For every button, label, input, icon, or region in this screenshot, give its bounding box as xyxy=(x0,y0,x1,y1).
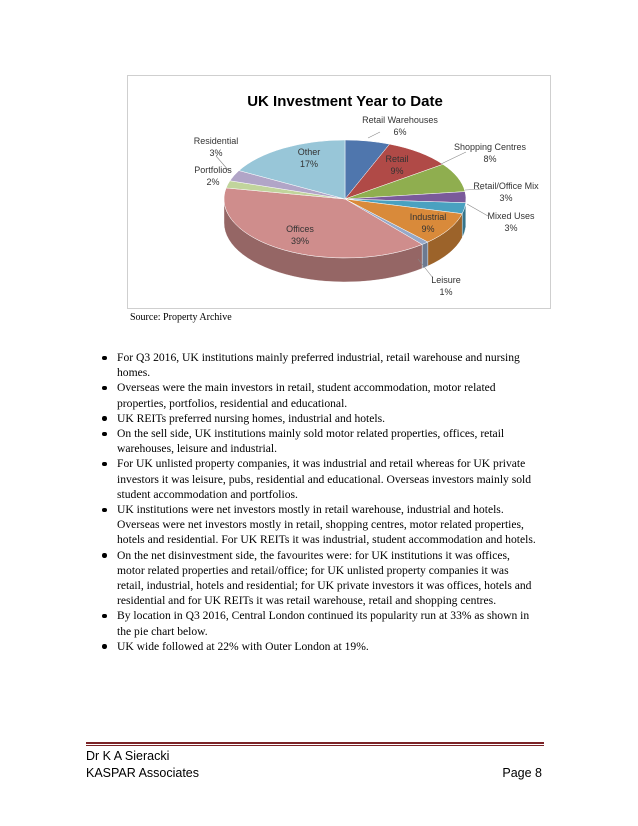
chart-source: Source: Property Archive xyxy=(130,312,232,323)
label-retail-office-mix: Retail/Office Mix xyxy=(473,181,539,191)
label-mixed-uses: Mixed Uses xyxy=(487,211,535,221)
value-label-mixed-uses: 3% xyxy=(504,223,518,233)
footer-divider-thin xyxy=(86,745,544,746)
label-residential: Residential xyxy=(193,136,239,146)
bullet-list xyxy=(98,350,538,654)
footer-author: Dr K A Sieracki xyxy=(86,749,170,763)
value-label-shopping-centres: 8% xyxy=(483,154,497,164)
bullet-item: UK REITs preferred nursing homes, industrial and hotels. xyxy=(98,411,538,426)
pie-chart-frame xyxy=(127,75,551,309)
bullet-item: For UK unlisted property companies, it was industrial and retail whereas for UK private investors it was leisure, pubs, residential and educational. Overseas investors mainly sold student accommodation and portfolios. xyxy=(98,456,538,502)
value-label-portfolios: 2% xyxy=(206,177,220,187)
value-label-industrial: 9% xyxy=(421,224,435,234)
leader-line-shopping-centres xyxy=(441,152,466,164)
leader-line-mixed-uses xyxy=(467,204,488,216)
label-portfolios: Portfolios xyxy=(194,165,232,175)
value-label-retail-office-mix: 3% xyxy=(499,193,513,203)
label-offices: Offices xyxy=(286,224,314,234)
value-label-leisure: 1% xyxy=(439,287,453,297)
value-label-residential: 3% xyxy=(209,148,223,158)
bullet-item: By location in Q3 2016, Central London continued its popularity run at 33% as shown in the pie chart below. xyxy=(98,608,538,638)
label-shopping-centres: Shopping Centres xyxy=(453,142,527,152)
label-other: Other xyxy=(297,147,321,157)
page-footer xyxy=(86,748,544,782)
value-label-retail: 9% xyxy=(390,166,404,176)
bullet-item: On the sell side, UK institutions mainly sold motor related properties, offices, retail warehouses, leisure and industrial. xyxy=(98,426,538,456)
label-industrial: Industrial xyxy=(409,212,447,222)
value-label-retail-warehouses: 6% xyxy=(393,127,407,137)
label-retail: Retail xyxy=(385,154,409,164)
value-label-other: 17% xyxy=(299,159,319,169)
page-number: Page 8 xyxy=(502,766,542,780)
bullet-item: On the net disinvestment side, the favourites were: for UK institutions it was offices, motor related properties and retail/office; for UK unlisted property companies it was retail, industrial, hotels and residential; for UK private investors it was offices, hotels and residential and for UK REITs it was retail warehouse, retail and shopping centres. xyxy=(98,548,538,609)
value-label-offices: 39% xyxy=(290,236,310,246)
bullet-item: For Q3 2016, UK institutions mainly preferred industrial, retail warehouse and nursing homes. xyxy=(98,350,538,380)
pie-side-leisure xyxy=(422,242,428,268)
bullet-item: Overseas were the main investors in retail, student accommodation, motor related properties, portfolios, residential and educational. xyxy=(98,380,538,410)
label-leisure: Leisure xyxy=(431,275,461,285)
footer-divider xyxy=(86,742,544,744)
label-retail-warehouses: Retail Warehouses xyxy=(362,115,438,125)
bullet-item: UK wide followed at 22% with Outer London at 19%. xyxy=(98,639,538,654)
leader-line-retail-warehouses xyxy=(368,132,380,138)
bullet-item: UK institutions were net investors mostly in retail warehouse, industrial and hotels. Overseas were net investors mostly in retail, shopping centres, motor related properties, hotels and residential. For UK REITs it was industrial, student accommodation and hotels. xyxy=(98,502,538,548)
footer-company: KASPAR Associates xyxy=(86,766,200,780)
pie-chart xyxy=(128,76,552,310)
chart-title: UK Investment Year to Date xyxy=(247,93,443,110)
